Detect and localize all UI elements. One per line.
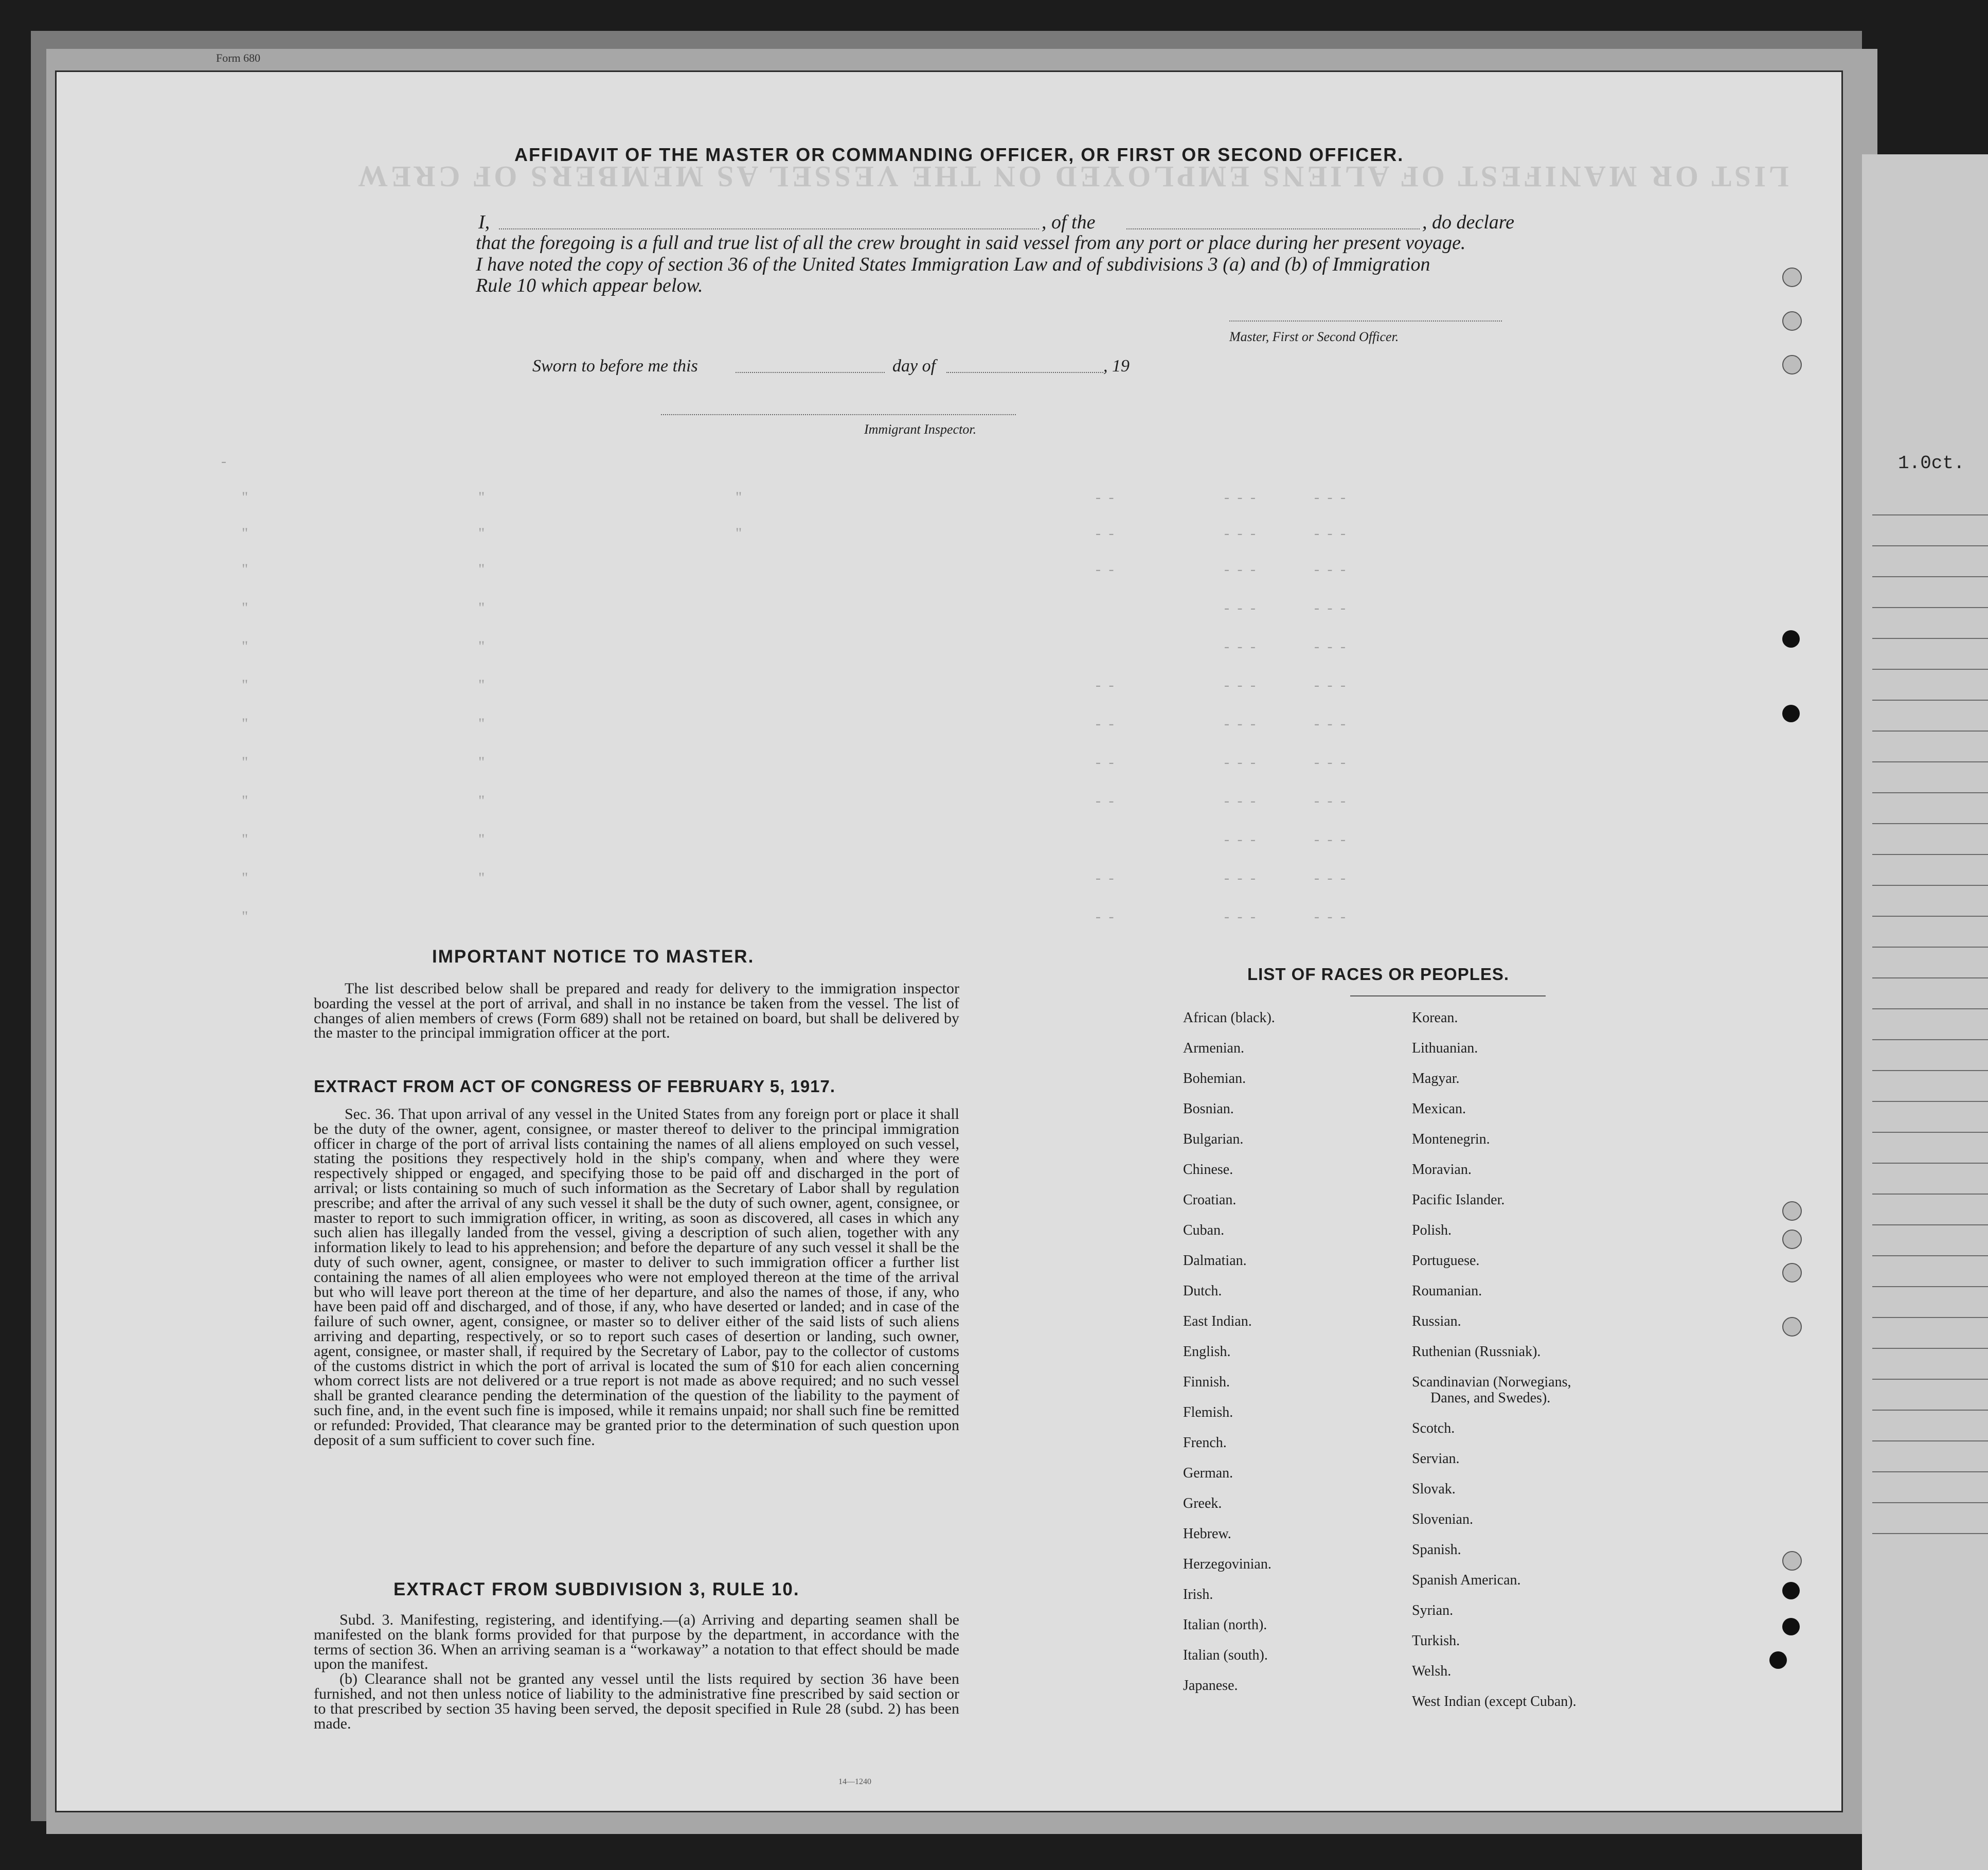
notice-text: The list described below shall be prepared and ready for delivery to the immigration inspector boarding the vessel at the port of arrival, and shall in no instance be taken from the vessel. The list of changes of alien members of crews (Form 689) shall not be retained on board, but shall be delivered by the master to the principal immigration officer at the port.	[314, 980, 959, 1042]
affidavit-sheet	[57, 72, 1841, 1811]
ghost-ditto-rows: - " " " - - - - - - - - " " " - - - - - - - - " " - - - - - - - - " " - - - - - - " " - - - - - - " " - - - - - - - - " " - - - - - - - - " " - - - - - - - - " " - - - - - - - - " " - - - - - - " " - - - - - - - - " - - - - - - - -	[221, 453, 1348, 925]
race-item: English.	[1183, 1344, 1231, 1360]
race-item: Bohemian.	[1183, 1071, 1246, 1087]
race-item: Chinese.	[1183, 1162, 1233, 1178]
sworn-month-label: day of	[892, 357, 936, 376]
affidavit-title: AFFIDAVIT OF THE MASTER OR COMMANDING OFFICER, OR FIRST OR SECOND OFFICER.	[514, 144, 1404, 165]
declarant-name-blank	[499, 228, 1039, 229]
race-item: Turkish.	[1412, 1633, 1460, 1649]
races-left-column	[1183, 1011, 1275, 1709]
race-item: Korean.	[1412, 1010, 1458, 1026]
declare-label: , do declare	[1422, 211, 1515, 233]
race-item: Dalmatian.	[1183, 1253, 1247, 1269]
sworn-month-blank	[946, 372, 1103, 373]
race-item: Slovenian.	[1412, 1511, 1473, 1527]
race-item: German.	[1183, 1465, 1233, 1481]
race-item: Japanese.	[1183, 1678, 1238, 1694]
race-item: Irish.	[1183, 1587, 1213, 1602]
binder-hole	[1769, 1651, 1787, 1669]
race-item: Portuguese.	[1412, 1253, 1480, 1269]
race-item: Danes, and Swedes).	[1430, 1390, 1551, 1406]
race-item: Spanish.	[1412, 1542, 1461, 1558]
binder-hole	[1782, 1201, 1802, 1221]
race-item: Hebrew.	[1183, 1526, 1231, 1542]
form-number: Form 680	[216, 51, 261, 64]
sworn-line	[532, 357, 1201, 380]
race-item: East Indian.	[1183, 1313, 1252, 1329]
race-item: Finnish.	[1183, 1374, 1230, 1390]
declarant-label: I,	[478, 211, 490, 233]
sworn-day-blank	[736, 372, 885, 373]
race-item: Pacific Islander.	[1412, 1192, 1505, 1208]
race-item: Armenian.	[1183, 1040, 1244, 1056]
race-item: Herzegovinian.	[1183, 1556, 1271, 1572]
race-item: Slovak.	[1412, 1481, 1456, 1497]
notice-body	[314, 982, 959, 1041]
race-item: French.	[1183, 1435, 1227, 1451]
race-item: Roumanian.	[1412, 1283, 1482, 1299]
race-item: African (black).	[1183, 1010, 1275, 1026]
race-item: Polish.	[1412, 1222, 1452, 1238]
race-item: Servian.	[1412, 1451, 1460, 1467]
notice-title: IMPORTANT NOTICE TO MASTER.	[432, 947, 755, 967]
binder-hole	[1782, 630, 1800, 648]
race-item: Bulgarian.	[1183, 1131, 1244, 1147]
race-item: Spanish American.	[1412, 1572, 1521, 1588]
rule-extract-title: EXTRACT FROM SUBDIVISION 3, RULE 10.	[393, 1579, 800, 1599]
binder-hole	[1782, 1618, 1800, 1635]
binder-hole	[1782, 1317, 1802, 1337]
affidavit-line-4: Rule 10 which appear below.	[476, 275, 703, 296]
affidavit-line-2: that the foregoing is a full and true list of all the crew brought in said vessel from any port or place during her present voyage.	[476, 232, 1466, 254]
handwritten-note: 1.0ct.	[1898, 453, 1965, 474]
binder-hole	[1782, 1582, 1800, 1599]
race-item: Montenegrin.	[1412, 1131, 1490, 1147]
signature-caption: Master, First or Second Officer.	[1229, 329, 1399, 344]
race-item: Cuban.	[1183, 1222, 1225, 1238]
rule-subdivision-b: (b) Clearance shall not be granted any vessel until the lists required by section 36 have been furnished, and not then unless notice of liability to the administrative fine prescribed by said section or to that prescribed by section 35 having been served, the deposit specified in Rule 28 (subd. 2) has been made.	[314, 1670, 959, 1732]
rule-extract-body	[314, 1613, 959, 1731]
race-item: West Indian (except Cuban).	[1412, 1694, 1577, 1709]
race-item: Russian.	[1412, 1313, 1461, 1329]
vessel-label: , of the	[1042, 211, 1096, 233]
binder-hole	[1782, 1230, 1802, 1249]
vessel-name-blank	[1126, 228, 1420, 229]
binder-hole	[1782, 1551, 1802, 1571]
race-item: Welsh.	[1412, 1663, 1452, 1679]
race-item: Mexican.	[1412, 1101, 1466, 1117]
race-item: Syrian.	[1412, 1602, 1454, 1618]
signature-blank	[1229, 320, 1502, 322]
race-item: Scandinavian (Norwegians,	[1412, 1374, 1571, 1390]
act-extract-title: EXTRACT FROM ACT OF CONGRESS OF FEBRUARY 5, 1917.	[314, 1077, 836, 1096]
race-item: Greek.	[1183, 1495, 1222, 1511]
underlying-page	[1862, 154, 1988, 1870]
bleed-through-title: LIST OR MANIFEST OF ALIENS EMPLOYED ON THE VESSEL AS MEMBERS OF CREW	[355, 160, 1789, 193]
rule-subdivision-a: Subd. 3. Manifesting, registering, and identifying.—(a) Arriving and departing seamen shall be manifested on the blank forms provided for that purpose by the department, in accordance with the terms of section 36. When an arriving seaman is a “workaway” a notation to that effect should be made upon the manifest.	[314, 1611, 959, 1673]
sworn-year-label: , 19	[1103, 357, 1130, 376]
act-extract-body	[314, 1107, 959, 1448]
races-title-rule	[1350, 995, 1546, 996]
binder-hole	[1782, 1263, 1802, 1283]
inspector-caption: Immigrant Inspector.	[864, 422, 977, 437]
race-item: Bosnian.	[1183, 1101, 1234, 1117]
binder-hole	[1782, 705, 1800, 722]
race-item: Lithuanian.	[1412, 1040, 1478, 1056]
races-title: LIST OF RACES OR PEOPLES.	[1247, 965, 1510, 984]
print-code: 14—1240	[838, 1777, 871, 1786]
inspector-signature-blank	[661, 414, 1016, 415]
binder-hole	[1782, 355, 1802, 375]
race-item: Moravian.	[1412, 1162, 1472, 1178]
race-item: Dutch.	[1183, 1283, 1222, 1299]
races-right-column	[1412, 1011, 1577, 1725]
binder-hole	[1782, 268, 1802, 287]
race-item: Croatian.	[1183, 1192, 1237, 1208]
race-item: Magyar.	[1412, 1071, 1460, 1087]
sworn-label: Sworn to before me this	[532, 357, 698, 376]
race-item: Italian (north).	[1183, 1617, 1267, 1633]
act-extract-text: Sec. 36. That upon arrival of any vessel in the United States from any foreign port or place it shall be the duty of the owner, agent, consignee, or master thereof to deliver to the principal immigration officer in charge of the port of arrival lists containing the names of all aliens employed on such vessel, stating the positions they respectively hold in the ship's company, when and where they were respectively shipped or engaged, and specifying those to be paid off and discharged in the port of arrival; or lists containing so much of such information as the Secretary of Labor shall by regulation prescribe; and after the arrival of any such vessel it shall be the duty of such owner, agent, consignee, or master to report to such immigration officer, in writing, as soon as discovered, all cases in which any such alien has illegally landed from the vessel, giving a description of such alien, together with any information likely to lead to his apprehension; and before the departure of any such vessel it shall be the duty of such owner, agent, consignee, or master to deliver to such immigration officer a further list containing the names of all alien employees who were not employed thereon at the time of the arrival but who will leave port thereon at the time of her departure, and also the names of those, if any, who have been paid off and discharged, and of those, if any, who have deserted or landed; and in case of the failure of such owner, agent, consignee, or master so to deliver either of the said lists of such aliens arriving and departing, respectively, or so to report such cases of desertion or landing, such owner, agent, consignee, or master shall, if required by the Secretary of Labor, pay to the collector of customs of the customs district in which the port of arrival is located the sum of $10 for each alien concerning whom correct lists are not delivered or a true report is not made as above required; and no such vessel shall be granted clearance pending the determination of the question of the liability to the payment of such fine, and, in the event such fine is imposed, while it remains unpaid; nor shall such fine be remitted or refunded: Provided, That clearance may be granted prior to the determination of such question upon deposit of a sum sufficient to cover such fine.	[314, 1106, 959, 1449]
race-item: Flemish.	[1183, 1404, 1233, 1420]
race-item: Scotch.	[1412, 1420, 1455, 1436]
race-item: Ruthenian (Russniak).	[1412, 1344, 1541, 1360]
binder-hole	[1782, 311, 1802, 331]
race-item: Italian (south).	[1183, 1647, 1268, 1663]
affidavit-line-3: I have noted the copy of section 36 of the United States Immigration Law and of subdivisions 3 (a) and (b) of Immigration	[476, 254, 1430, 275]
